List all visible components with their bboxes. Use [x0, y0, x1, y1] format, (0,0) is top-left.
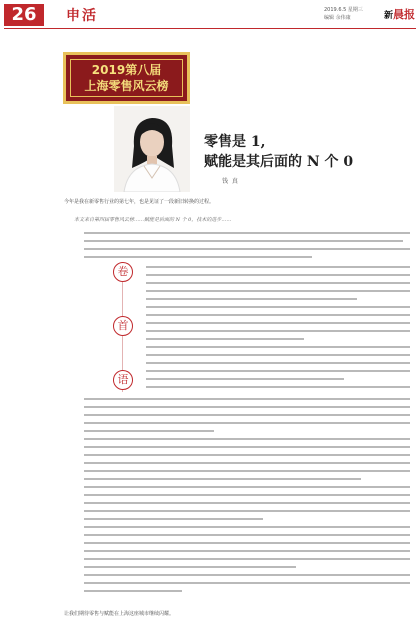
text-line: [146, 306, 410, 308]
text-line: [146, 386, 410, 388]
text-line: [84, 240, 403, 242]
headline-line1: 零售是 1,: [204, 134, 266, 150]
text-line: [84, 542, 410, 544]
text-line: [84, 454, 410, 456]
text-line: [146, 378, 344, 380]
text-line: [146, 266, 410, 268]
text-line: [84, 502, 410, 504]
text-line: [146, 290, 410, 292]
text-line: [84, 462, 410, 464]
body-column-text: [146, 266, 410, 394]
issue-date: 2019.6.5 星期三: [324, 7, 363, 13]
issue-editor: 编辑 余伟康: [324, 15, 351, 21]
text-line: [146, 338, 304, 340]
text-line: [84, 534, 410, 536]
text-line: [146, 362, 410, 364]
logo-main: 新: [384, 11, 394, 21]
author-photo: [114, 106, 190, 192]
text-line: [84, 430, 214, 432]
text-line: [84, 256, 312, 258]
text-line: [146, 330, 410, 332]
title-circle-1: 卷: [113, 262, 133, 282]
section-title: 申活: [66, 8, 98, 24]
text-line: [84, 422, 410, 424]
text-line: [146, 298, 357, 300]
text-line: [146, 370, 410, 372]
header-rule: [4, 28, 416, 29]
lead-paragraph: 本文来自第四届零售风云榜……赋能是后面的 N 个 0，技术的进步……: [74, 217, 232, 223]
body-text-block: [84, 232, 410, 264]
text-line: [146, 282, 410, 284]
text-line: [84, 574, 410, 576]
text-line: [84, 558, 410, 560]
text-line: [84, 582, 410, 584]
text-line: [84, 232, 410, 234]
text-line: [84, 590, 182, 592]
text-line: [84, 398, 410, 400]
title-circle-3: 语: [113, 370, 133, 390]
event-banner: [63, 52, 190, 104]
text-line: [84, 494, 410, 496]
byline: 钱 真: [222, 178, 239, 185]
intro-paragraph: 今年是我在新零售行业的第七年，也是见证了一段新旧转换的过程。: [64, 199, 215, 205]
body-text-lower: [84, 398, 410, 598]
text-line: [84, 446, 410, 448]
text-line: [84, 566, 296, 568]
text-line: [84, 438, 410, 440]
logo-accent: 晨报: [393, 8, 416, 21]
newspaper-logo: [384, 6, 418, 26]
text-line: [146, 354, 410, 356]
text-line: [146, 274, 410, 276]
text-line: [146, 346, 410, 348]
text-line: [84, 518, 263, 520]
text-line: [146, 314, 410, 316]
headline: [204, 132, 384, 172]
page-number: 26: [4, 4, 44, 26]
text-line: [146, 322, 410, 324]
banner-line2: 上海零售风云榜: [84, 79, 169, 93]
text-line: [84, 550, 410, 552]
text-line: [84, 470, 410, 472]
closing-line: 让我们期待零售与赋能在上海这座城市继续闪耀。: [64, 611, 175, 617]
title-circle-2: 首: [113, 316, 133, 336]
banner-frame: [70, 59, 183, 97]
text-line: [84, 414, 410, 416]
headline-line2: 赋能是其后面的 N 个 0: [204, 154, 354, 170]
text-line: [84, 248, 410, 250]
issue-meta: [324, 6, 384, 22]
text-line: [84, 526, 410, 528]
text-line: [84, 406, 410, 408]
text-line: [84, 510, 410, 512]
banner-line1: 2019第八届: [91, 63, 162, 77]
text-line: [84, 486, 410, 488]
text-line: [84, 478, 361, 480]
